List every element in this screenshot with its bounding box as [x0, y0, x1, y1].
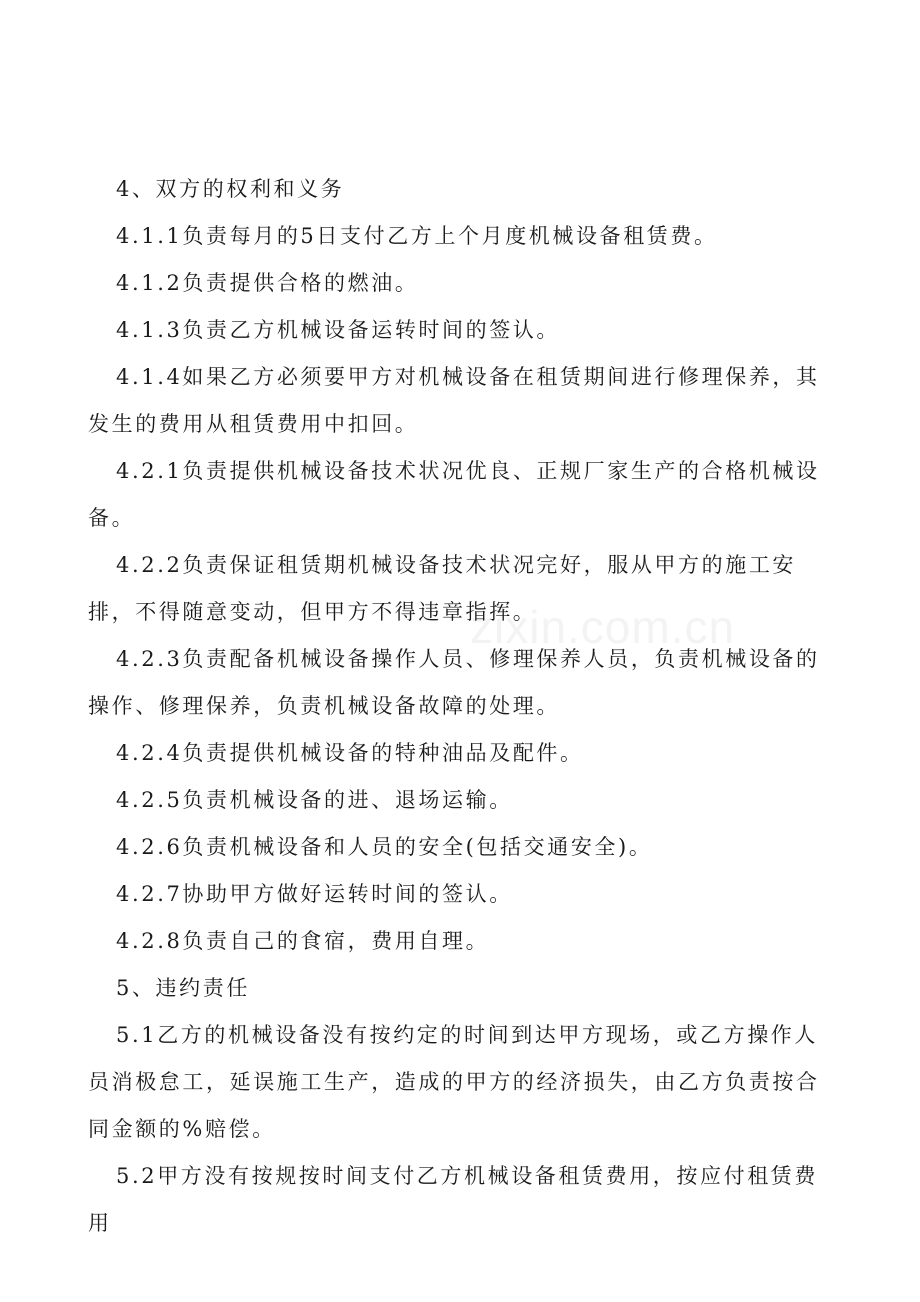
clause-4-2-1: 4.2.1负责提供机械设备技术状况优良、正规厂家生产的合格机械设备。 [88, 459, 820, 530]
section-heading-rights-obligations: 4、双方的权利和义务 [116, 177, 345, 201]
clause-4-2-3: 4.2.3负责配备机械设备操作人员、修理保养人员，负责机械设备的操作、修理保养，负责机械设备故障的处理。 [88, 647, 820, 718]
clause-4-1-3: 4.1.3负责乙方机械设备运转时间的签认。 [116, 318, 561, 342]
document-body [88, 166, 838, 1247]
clause-5-2: 5.2甲方没有按规按时间支付乙方机械设备租赁费用，按应付租赁费用 [88, 1164, 818, 1235]
clause-4-2-6: 4.2.6负责机械设备和人员的安全(包括交通安全)。 [116, 835, 653, 859]
clause-4-2-2: 4.2.2负责保证租赁期机械设备技术状况完好，服从甲方的施工安排，不得随意变动，但甲方不得违章指挥。 [88, 553, 797, 624]
clause-4-2-8: 4.2.8负责自己的食宿，费用自理。 [116, 929, 490, 953]
watermark: zixin.com.cn [470, 601, 736, 653]
clause-4-2-4: 4.2.4负责提供机械设备的特种油品及配件。 [116, 741, 584, 765]
clause-4-1-4: 4.1.4如果乙方必须要甲方对机械设备在租赁期间进行修理保养，其发生的费用从租赁费用中扣回。 [88, 365, 820, 436]
section-heading-breach-liability: 5、违约责任 [116, 976, 250, 1000]
clause-5-1: 5.1乙方的机械设备没有按约定的时间到达甲方现场，或乙方操作人员消极怠工，延误施工生产，造成的甲方的经济损失，由乙方负责按合同金额的%赔偿。 [88, 1023, 820, 1141]
clause-4-2-7: 4.2.7协助甲方做好运转时间的签认。 [116, 882, 513, 906]
clause-4-1-1: 4.1.1负责每月的5日支付乙方上个月度机械设备租赁费。 [116, 224, 718, 248]
clause-4-1-2: 4.1.2负责提供合格的燃油。 [116, 271, 419, 295]
clause-4-2-5: 4.2.5负责机械设备的进、退场运输。 [116, 788, 513, 812]
